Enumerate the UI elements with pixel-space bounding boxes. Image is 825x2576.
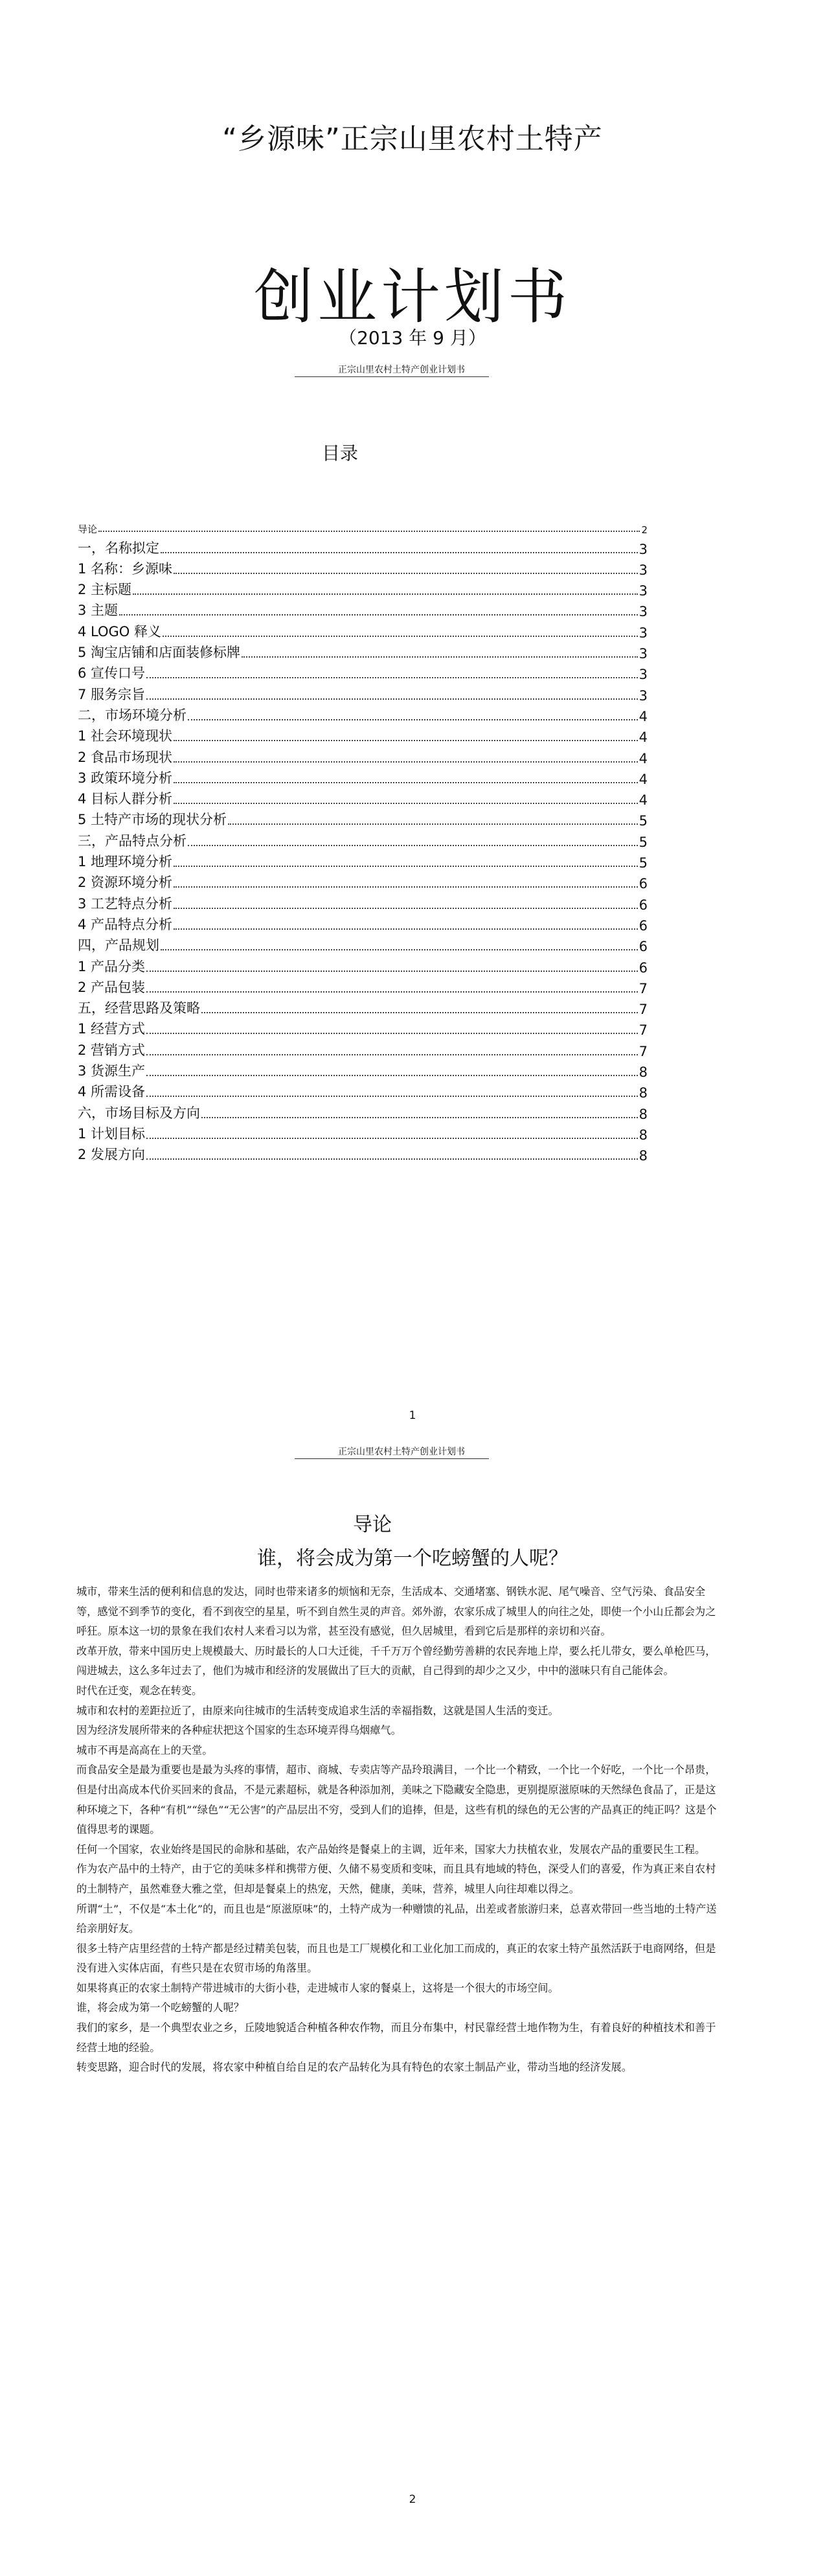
toc-entry[interactable] [78, 557, 648, 578]
toc-entry[interactable] [78, 850, 648, 871]
toc-entry-label: 一，名称拟定 [78, 540, 159, 556]
paragraph: 所谓“土”，不仅是“本土化”的，而且也是“原滋原味”的，土特产成为一种赠馈的礼品，出差或者旅游归来，总喜欢带回一些当地的土特产送给亲朋好友。 [76, 1902, 717, 1935]
toc-entry[interactable] [78, 724, 648, 745]
cover-subtitle: “乡源味”正宗山里农村土特产 [222, 122, 603, 155]
toc-entry-label: 2 食品市场现状 [78, 749, 173, 765]
toc-entry-page: 8 [639, 1148, 648, 1164]
toc-entry-page: 7 [639, 1043, 648, 1059]
toc-entry-label: 5 淘宝店铺和店面装修标牌 [78, 645, 241, 661]
toc-leader-dots [146, 1033, 638, 1034]
toc-entry[interactable] [78, 704, 648, 724]
toc-entry-page: 8 [639, 1064, 648, 1081]
toc-entry-label: 三，产品特点分析 [78, 833, 186, 849]
toc-entry-page: 8 [639, 1106, 648, 1122]
toc-entry-label: 1 地理环境分析 [78, 854, 173, 870]
toc-entry-page: 6 [639, 917, 648, 934]
toc-entry-label: 4 目标人群分析 [78, 791, 173, 807]
toc-entry-label: 5 土特产市场的现状分析 [78, 812, 227, 828]
toc-leader-dots [146, 1138, 638, 1139]
paragraph: 城市，带来生活的便利和信息的发达，同时也带来诸多的烦恼和无奈，生活成本、交通堵塞、钢铁水泥、尾气噪音、空气污染、食品安全等，感觉不到季节的变化，看不到夜空的星星，听不到自然生灵的声音。郊外游，农家乐成了城里人的向往之处，即使一个小山丘都会为之呼狂。原本这一切的景象在我们农村人来看习以为常，甚至没有感觉，但久居城里，看到它后是那样的亲切和兴奋。 [76, 1585, 716, 1638]
toc-entry[interactable] [78, 934, 648, 954]
toc-leader-dots [174, 803, 638, 804]
toc-entry[interactable] [78, 578, 648, 599]
toc-entry-page: 3 [639, 541, 648, 557]
toc-entry-page: 6 [639, 960, 648, 976]
toc-leader-dots [119, 614, 638, 615]
toc-leader-dots [146, 991, 638, 993]
toc-leader-dots [242, 656, 638, 658]
toc-leader-dots [188, 719, 638, 720]
toc-entry-label: 1 社会环境现状 [78, 728, 173, 744]
paragraph: 而食品安全是最为重要也是最为头疼的事情，超市、商城、专卖店等产品玲琅满目，一个比一个精致，一个比一个好吃，一个比一个昂贵，但是付出高成本代价买回来的食品，不是元素超标，就是各种添加剂，美味之下隐藏安全隐患，更别提原滋原味的天然绿色食品了，正是这种环境之下，各种“有机”“绿色”“无公害”的产品层出不穷，受到人们的追捧，但是，这些有机的绿色的无公害的产品真正的纯正吗？这是个值得思考的课题。 [76, 1764, 717, 1836]
toc-entry-page: 4 [639, 708, 648, 724]
toc-entry-page: 6 [639, 876, 648, 892]
running-header: 正宗山里农村土特产创业计划书 [338, 365, 465, 375]
toc-entry-page: 7 [639, 1002, 648, 1018]
toc-entry-page: 4 [639, 792, 648, 809]
document-title: 创业计划书 [253, 262, 571, 332]
toc-entry-page: 4 [639, 771, 648, 787]
toc-leader-dots [174, 908, 638, 909]
toc-entry-label: 2 资源环境分析 [78, 875, 173, 891]
toc-entry-label: 3 工艺特点分析 [78, 895, 173, 912]
paragraph: 城市不再是高高在上的天堂。 [76, 1743, 213, 1756]
table-of-contents [78, 515, 648, 1164]
toc-entry-label: 2 营销方式 [78, 1042, 146, 1058]
toc-entry-label: 二，市场环境分析 [78, 707, 186, 723]
paragraph: 谁，将会成为第一个吃螃蟹的人呢？ [76, 2001, 244, 2014]
section-question: 谁，将会成为第一个吃螃蟹的人呢？ [257, 1547, 568, 1570]
toc-leader-dots [201, 1012, 638, 1013]
toc-entry[interactable] [78, 871, 648, 891]
toc-leader-dots [228, 823, 638, 825]
paragraph: 因为经济发展所带来的各种症状把这个国家的生态环境弄得乌烟瘴气。 [76, 1724, 401, 1737]
toc-entry-page: 5 [639, 855, 648, 871]
toc-entry[interactable] [78, 787, 648, 808]
toc-leader-dots [174, 866, 638, 867]
toc-entry-label: 六，市场目标及方向 [78, 1105, 200, 1121]
paragraph: 很多土特产店里经营的土特产都是经过精美包装，而且也是工厂规模化和工业化加工而成的，真正的农家土特产虽然活跃于电商网络，但是没有进入实体店面，有些只是在农贸市场的角落里。 [76, 1942, 716, 1975]
toc-entry[interactable] [78, 1017, 648, 1038]
toc-leader-dots [201, 1117, 638, 1118]
toc-entry-label: 五，经营思路及策略 [78, 1000, 200, 1017]
toc-entry-label: 3 政策环境分析 [78, 770, 173, 786]
toc-leader-dots [174, 928, 638, 930]
paragraph: 转变思路，迎合时代的发展，将农家中种植自给自足的农产品转化为具有特色的农家土制品产业，带动当地的经济发展。 [76, 2061, 632, 2074]
toc-leader-dots [146, 677, 638, 678]
toc-entry[interactable] [78, 954, 648, 975]
toc-entry-page: 3 [639, 562, 648, 578]
toc-entry-page: 3 [639, 583, 648, 599]
toc-entry-page: 5 [639, 834, 648, 850]
toc-entry-page: 7 [639, 1022, 648, 1039]
toc-leader-dots [146, 1096, 638, 1097]
toc-leader-dots [133, 593, 638, 595]
header-rule [295, 1458, 489, 1459]
toc-entry-page: 7 [639, 980, 648, 996]
toc-entry-label: 2 主标题 [78, 582, 132, 598]
toc-entry[interactable] [78, 1143, 648, 1164]
toc-leader-dots [188, 845, 638, 846]
toc-leader-dots [98, 531, 640, 532]
running-header: 正宗山里农村土特产创业计划书 [338, 1447, 465, 1457]
toc-entry-page: 8 [639, 1085, 648, 1101]
toc-entry[interactable] [78, 682, 648, 703]
toc-leader-dots [146, 971, 638, 972]
toc-entry-page: 6 [639, 939, 648, 955]
toc-leader-dots [174, 573, 638, 574]
paragraph: 城市和农村的差距拉近了，由原来向往城市的生活转变成追求生活的幸福指数，这就是国人生活的变迁。 [76, 1704, 559, 1717]
toc-entry[interactable] [78, 641, 648, 661]
toc-entry[interactable] [78, 996, 648, 1017]
toc-leader-dots [146, 698, 638, 700]
paragraph: 作为农产品中的土特产，由于它的美味多样和携带方便、久储不易变质和变味，而且具有地域的特色，深受人们的喜爱，作为真正来自农村的土制特产，虽然难登大雅之堂，但却是餐桌上的热宠，天然，健康，美味，营养，城里人向往却难以得之。 [76, 1863, 716, 1895]
toc-entry-label: 7 服务宗旨 [78, 686, 146, 702]
toc-entry-page: 3 [639, 625, 648, 641]
toc-entry-page: 3 [639, 646, 648, 662]
toc-entry-label: 1 产品分类 [78, 958, 146, 974]
toc-entry-label: 4 所需设备 [78, 1084, 146, 1100]
toc-leader-dots [146, 1054, 638, 1055]
page-number: 1 [409, 1409, 416, 1422]
toc-entry[interactable] [78, 619, 648, 640]
toc-entry-page: 3 [639, 604, 648, 620]
toc-entry-label: 3 货源生产 [78, 1063, 146, 1079]
toc-entry[interactable] [78, 976, 648, 996]
toc-entry-page: 4 [639, 750, 648, 766]
toc-leader-dots [161, 949, 638, 950]
toc-entry[interactable] [78, 745, 648, 766]
toc-entry-page: 3 [639, 687, 648, 704]
paragraph: 我们的家乡，是一个典型农业之乡，丘陵地貌适合种植各种农作物，而且分布集中，村民靠经营土地作物为生，有着良好的种植技术和善于经营土地的经验。 [76, 2021, 716, 2054]
toc-entry[interactable] [78, 766, 648, 787]
paragraph: 时代在迁变，观念在转变。 [76, 1684, 203, 1697]
toc-entry[interactable] [78, 661, 648, 682]
page-number: 2 [409, 2493, 416, 2506]
toc-leader-dots [174, 740, 638, 741]
toc-entry-label: 4 产品特点分析 [78, 916, 173, 932]
toc-entry-page: 2 [641, 524, 648, 536]
toc-entry-label: 3 主题 [78, 603, 119, 619]
toc-entry-page: 6 [639, 897, 648, 913]
toc-entry-label: 2 发展方向 [78, 1147, 146, 1163]
toc-leader-dots [161, 552, 638, 553]
toc-entry[interactable] [78, 1059, 648, 1080]
toc-entry-label: 四，产品规划 [78, 937, 159, 954]
toc-entry[interactable] [78, 808, 648, 829]
toc-entry[interactable] [78, 1080, 648, 1101]
intro-body [76, 1582, 718, 2078]
toc-leader-dots [163, 636, 638, 637]
toc-entry-page: 4 [639, 730, 648, 746]
toc-entry[interactable] [78, 536, 648, 557]
toc-entry[interactable] [78, 891, 648, 912]
toc-entry-label: 2 产品包装 [78, 979, 146, 995]
toc-entry-label: 1 计划目标 [78, 1125, 146, 1142]
toc-leader-dots [174, 782, 638, 783]
toc-entry[interactable] [78, 599, 648, 619]
toc-entry[interactable] [78, 515, 648, 536]
paragraph: 如果将真正的农家土制特产带进城市的大街小巷，走进城市人家的餐桌上，这将是一个很大的市场空间。 [76, 1981, 559, 1994]
toc-leader-dots [174, 761, 638, 763]
toc-entry[interactable] [78, 913, 648, 934]
toc-entry-page: 8 [639, 1127, 648, 1143]
toc-entry-label: 4 LOGO 释义 [78, 623, 161, 639]
toc-entry[interactable] [78, 1101, 648, 1121]
section-title: 导论 [353, 1513, 392, 1536]
header-rule [295, 376, 489, 377]
toc-entry-label: 导论 [78, 523, 98, 536]
toc-entry-page: 3 [639, 667, 648, 683]
toc-entry[interactable] [78, 829, 648, 849]
toc-entry-label: 1 经营方式 [78, 1021, 146, 1037]
document-date: （2013 年 9 月） [339, 327, 486, 349]
toc-entry-page: 5 [639, 813, 648, 829]
toc-entry-label: 6 宣传口号 [78, 665, 146, 682]
toc-entry[interactable] [78, 1038, 648, 1059]
toc-entry[interactable] [78, 1122, 648, 1143]
toc-leader-dots [174, 886, 638, 888]
paragraph: 任何一个国家，农业始终是国民的命脉和基础，农产品始终是餐桌上的主调，近年来，国家大力扶植农业，发展农产品的重要民生工程。 [76, 1843, 706, 1856]
toc-leader-dots [146, 1158, 638, 1160]
paragraph: 改革开放，带来中国历史上规模最大、历时最长的人口大迁徙，千千万万个曾经勤劳善耕的农民奔地上岸，要么托儿带女，要么单枪匹马，闯进城去，这么多年过去了，他们为城市和经济的发展做出了巨大的贡献，自己得到的却少之又少，中中的滋味只有自己能体会。 [76, 1644, 716, 1677]
toc-heading: 目录 [321, 443, 358, 464]
toc-leader-dots [146, 1075, 638, 1076]
toc-entry-label: 1 名称：乡源味 [78, 560, 173, 577]
